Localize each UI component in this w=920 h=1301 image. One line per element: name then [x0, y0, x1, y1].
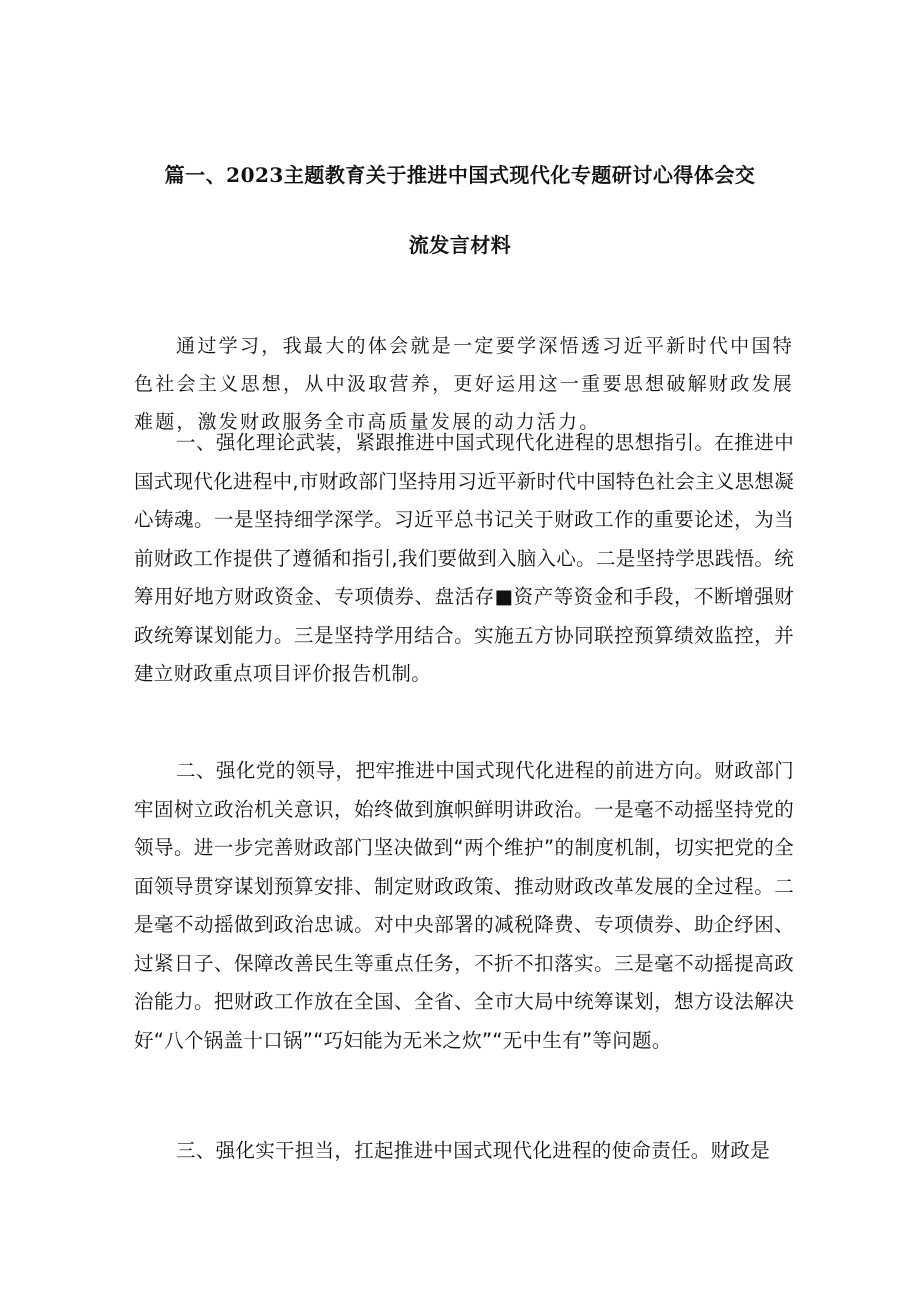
section-3-paragraph: 三、强化实干担当，扛起推进中国式现代化进程的使命责任。财政是 — [176, 1139, 771, 1162]
document-title-line-1: 篇一、2023主题教育关于推进中国式现代化专题研讨心得体会交 — [164, 163, 756, 187]
section-1-paragraph: 一、强化理论武装，紧跟推进中国式现代化进程的思想指引。在推进中国式现代化进程中,市财政部门坚持用习近平新时代中国特色社会主义思想凝心铸魂。一是坚持细学深学。习近平总书记关于财政工作的重要论述，为当前财政工作提供了遵循和指引,我们要做到入脑入心。二是坚持学思践悟。统筹用好地方财政资金、专项债券、盘活存■资产等资金和手段，不断增强财政统筹谋划能力。三是坚持学用结合。实施五方协同联控预算绩效监控，并建立财政重点项目评价报告机制。 — [134, 431, 794, 685]
section-2-paragraph: 二、强化党的领导，把牢推进中国式现代化进程的前进方向。财政部门牢固树立政治机关意识，始终做到旗帜鲜明讲政治。一是毫不动摇坚持党的领导。进一步完善财政部门坚决做到“两个维护”的制度机制，切实把党的全面领导贯穿谋划预算安排、制定财政政策、推动财政改革发展的全过程。二是毫不动摇做到政治忠诚。对中央部署的减税降费、专项债券、助企纾困、过紧日子、保障改善民生等重点任务，不折不扣落实。三是毫不动摇提高政治能力。把财政工作放在全国、全省、全市大局中统筹谋划，想方设法解决好“八个锅盖十口锅”“巧妇能为无米之炊”“无中生有”等问题。 — [134, 759, 794, 1052]
document-title-line-2: 流发言材料 — [408, 233, 512, 257]
intro-paragraph: 通过学习，我最大的体会就是一定要学深悟透习近平新时代中国特色社会主义思想，从中汲取营养，更好运用这一重要思想破解财政发展难题，激发财政服务全市高质量发展的动力活力。 — [134, 335, 794, 433]
